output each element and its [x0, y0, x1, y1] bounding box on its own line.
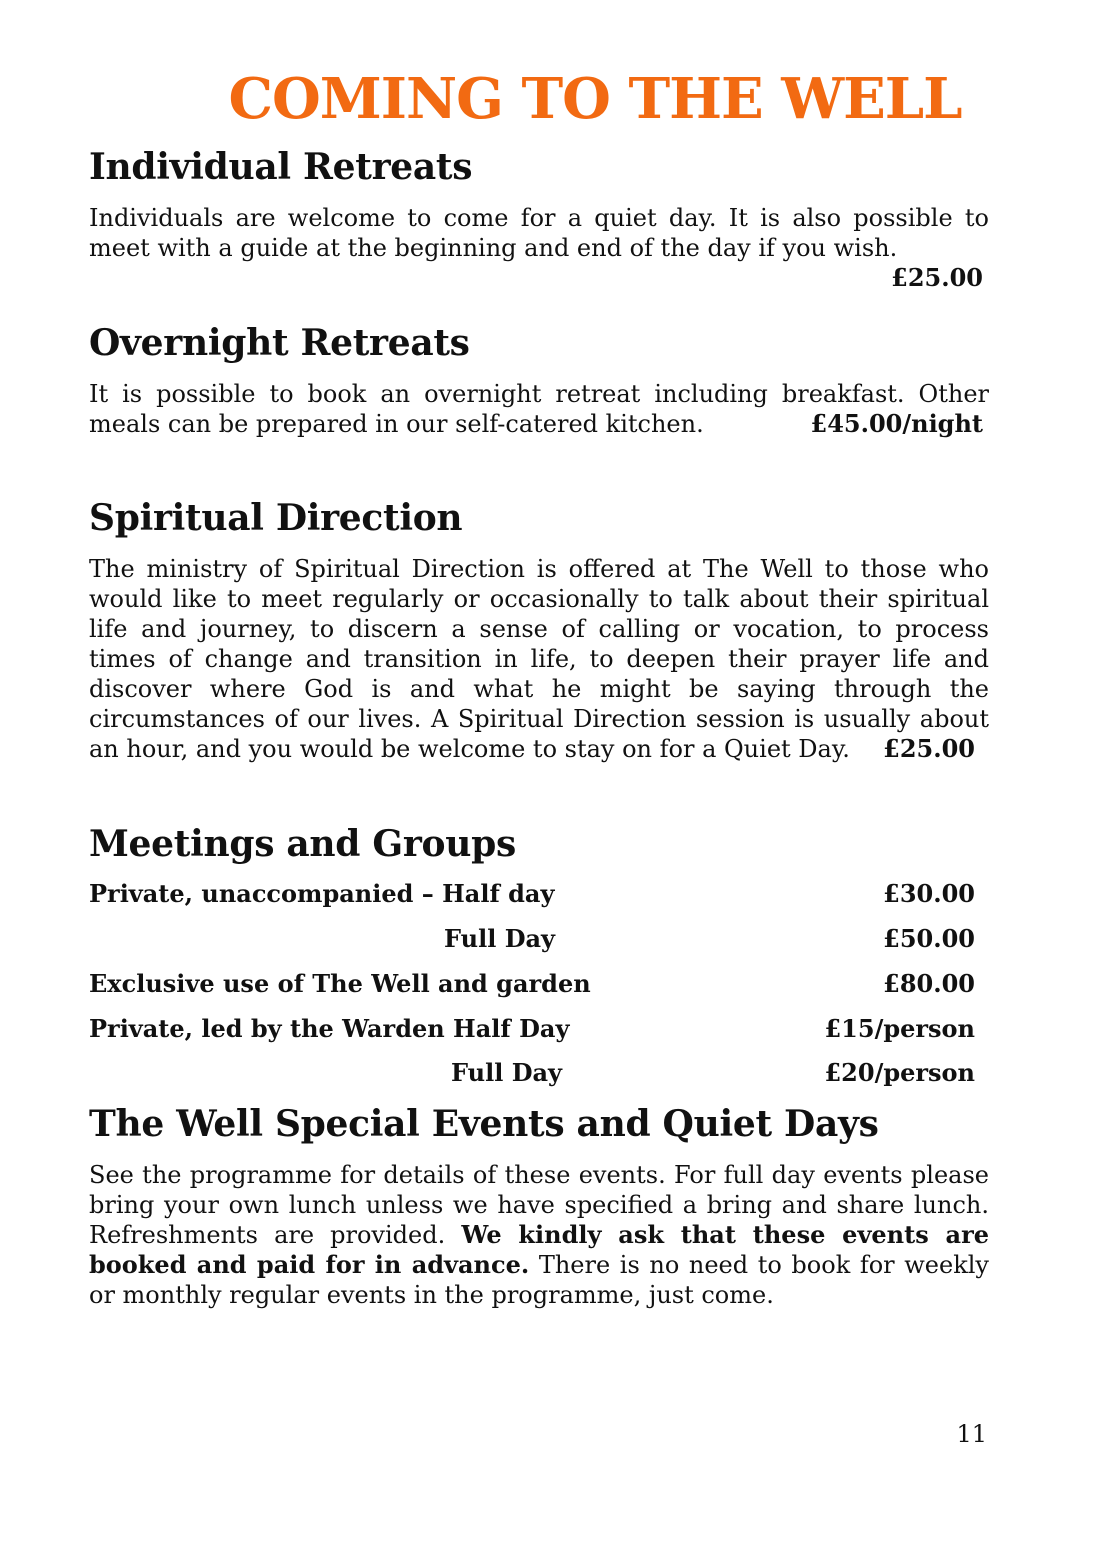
- price-row-amount: £30.00: [883, 879, 975, 908]
- special-events-heading: The Well Special Events and Quiet Days: [89, 1103, 879, 1145]
- price-row-label: Private, led by the Warden Half Day: [89, 1014, 570, 1043]
- price-row-label: Exclusive use of The Well and garden: [89, 969, 591, 998]
- page-title: COMING TO THE WELL: [228, 66, 962, 132]
- price-row: [89, 1014, 975, 1044]
- price-row: [89, 1058, 975, 1088]
- special-events-text-1: See the programme for details of these events. For full day events please bring your own lunch unless we have specified a bring and share lunch. Refreshments are provided.: [89, 1161, 989, 1249]
- spiritual-direction-heading: Spiritual Direction: [89, 497, 463, 539]
- spiritual-direction-price: £25.00: [883, 734, 975, 763]
- individual-retreats-text: [89, 203, 989, 293]
- individual-retreats-description: Individuals are welcome to come for a quiet day. It is also possible to meet with a guide at the beginning and end of the day if you wish.: [89, 204, 989, 262]
- price-row-label: Full Day: [451, 1058, 562, 1087]
- overnight-retreats-price: £45.00/night: [810, 409, 983, 438]
- price-row: [89, 879, 975, 909]
- page-number: 11: [956, 1420, 987, 1448]
- price-row-amount: £20/person: [824, 1058, 975, 1087]
- meetings-groups-heading: Meetings and Groups: [89, 823, 516, 865]
- price-row-amount: £50.00: [883, 924, 975, 953]
- individual-retreats-heading: Individual Retreats: [89, 146, 473, 188]
- price-row-amount: £80.00: [883, 969, 975, 998]
- overnight-retreats-heading: Overnight Retreats: [89, 322, 470, 364]
- price-row-amount: £15/person: [824, 1014, 975, 1043]
- special-events-booking-note: We kindly ask that these events are booked and paid for in advance.: [89, 1220, 989, 1279]
- individual-retreats-price: £25.00: [891, 263, 983, 292]
- special-events-text-2: There is no need to book for weekly or monthly regular events in the programme, just come.: [89, 1251, 989, 1309]
- price-row-label: Private, unaccompanied – Half day: [89, 879, 555, 908]
- spiritual-direction-text: [89, 554, 989, 764]
- price-row: [89, 924, 975, 954]
- overnight-retreats-text: [89, 379, 989, 439]
- spiritual-direction-description: The ministry of Spiritual Direction is offered at The Well to those who would like to meet regularly or occasionally to talk about their spiritual life and journey, to discern a sense of calling or vocation, to process times of change and transition in life, to deepen their prayer life and discover where God is and what he might be saying through the circumstances of our lives. A Spiritual Direction session is usually about an hour, and you would be welcome to stay on for a Quiet Day.: [89, 555, 989, 763]
- price-row-label: Full Day: [444, 924, 555, 953]
- special-events-text: [89, 1160, 989, 1310]
- overnight-retreats-description: It is possible to book an overnight retreat including breakfast. Other meals can be prepared in our self-catered kitchen.: [89, 380, 989, 438]
- price-row: [89, 969, 975, 999]
